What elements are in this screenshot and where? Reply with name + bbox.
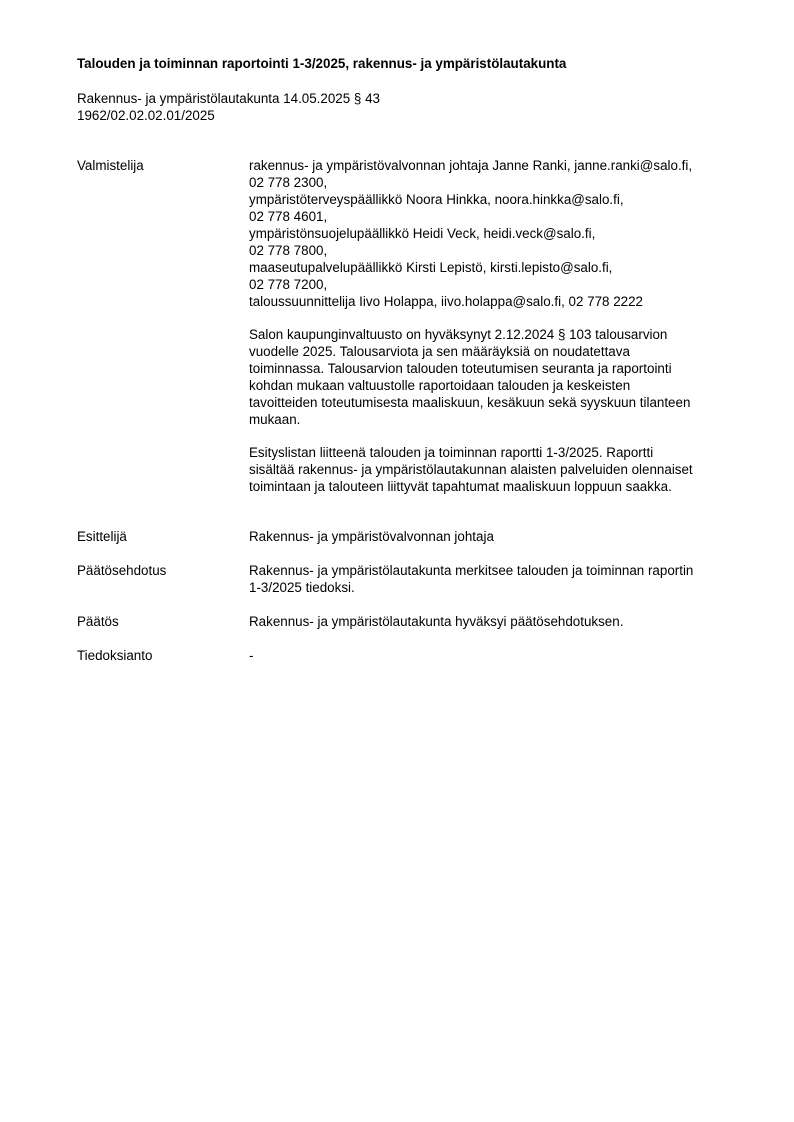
proposal-line: Rakennus- ja ympäristölautakunta merkitsee talouden ja toiminnan raportin: [249, 563, 694, 578]
preparer-line: taloussuunnittelija Iivo Holappa, iivo.holappa@salo.fi, 02 778 2222: [249, 294, 644, 309]
valmistelija-content: [249, 157, 739, 495]
paragraph-line: Salon kaupunginvaltuusto on hyväksynyt 2.12.2024 § 103 talousarvion: [249, 327, 668, 342]
paragraph-line: sisältää rakennus- ja ympäristölautakunnan alaisten palveluiden olennaiset: [249, 462, 693, 477]
esittelija-content: Rakennus- ja ympäristövalvonnan johtaja: [249, 529, 494, 544]
preparer-line: rakennus- ja ympäristövalvonnan johtaja Janne Ranki, janne.ranki@salo.fi,: [249, 158, 693, 173]
esittelija-label: Esittelijä: [77, 529, 127, 544]
attachment-paragraph: [249, 444, 739, 495]
preparer-line: 02 778 2300,: [249, 175, 328, 190]
preparer-line: 02 778 4601,: [249, 209, 328, 224]
paatos-label: Päätös: [77, 614, 119, 629]
paragraph-line: toiminnassa. Talousarvion talouden toteutumisen seuranta ja raportointi: [249, 361, 672, 376]
paragraph-line: vuodelle 2025. Talousarviota ja sen määräyksiä on noudatettava: [249, 344, 630, 359]
preparer-line: ympäristöterveyspäällikkö Noora Hinkka, noora.hinkka@salo.fi,: [249, 192, 624, 207]
record-number: 1962/02.02.02.01/2025: [77, 108, 215, 123]
paragraph-line: Esityslistan liitteenä talouden ja toiminnan raportti 1-3/2025. Raportti: [249, 445, 654, 460]
valmistelija-label: Valmistelija: [77, 158, 144, 173]
preparer-line: 02 778 7200,: [249, 277, 328, 292]
paatosehdotus-label: Päätösehdotus: [77, 563, 167, 578]
background-paragraph: [249, 326, 739, 428]
preparer-line: maaseutupalvelupäällikkö Kirsti Lepistö, kirsti.lepisto@salo.fi,: [249, 260, 613, 275]
preparer-line: ympäristönsuojelupäällikkö Heidi Veck, heidi.veck@salo.fi,: [249, 226, 596, 241]
paragraph-line: toimintaan ja talouteen liittyvät tapahtumat maaliskuun loppuun saakka.: [249, 479, 672, 494]
paatosehdotus-content: [249, 562, 739, 596]
meeting-info: [77, 90, 380, 124]
paragraph-line: tavoitteiden toteutumisesta maaliskuun, kesäkuun sekä syyskuun tilanteen: [249, 395, 691, 410]
paragraph-line: kohdan mukaan valtuustolle raportoidaan talouden ja keskeisten: [249, 378, 631, 393]
paatos-content: Rakennus- ja ympäristölautakunta hyväksyi päätösehdotuksen.: [249, 614, 624, 629]
proposal-line: 1-3/2025 tiedoksi.: [249, 580, 355, 595]
tiedoksianto-content: -: [249, 648, 254, 663]
tiedoksianto-label: Tiedoksianto: [77, 648, 153, 663]
paragraph-line: mukaan.: [249, 412, 301, 427]
preparer-line: 02 778 7800,: [249, 243, 328, 258]
document-title: Talouden ja toiminnan raportointi 1-3/2025, rakennus- ja ympäristölautakunta: [77, 56, 567, 71]
meeting-line: Rakennus- ja ympäristölautakunta 14.05.2025 § 43: [77, 91, 380, 106]
